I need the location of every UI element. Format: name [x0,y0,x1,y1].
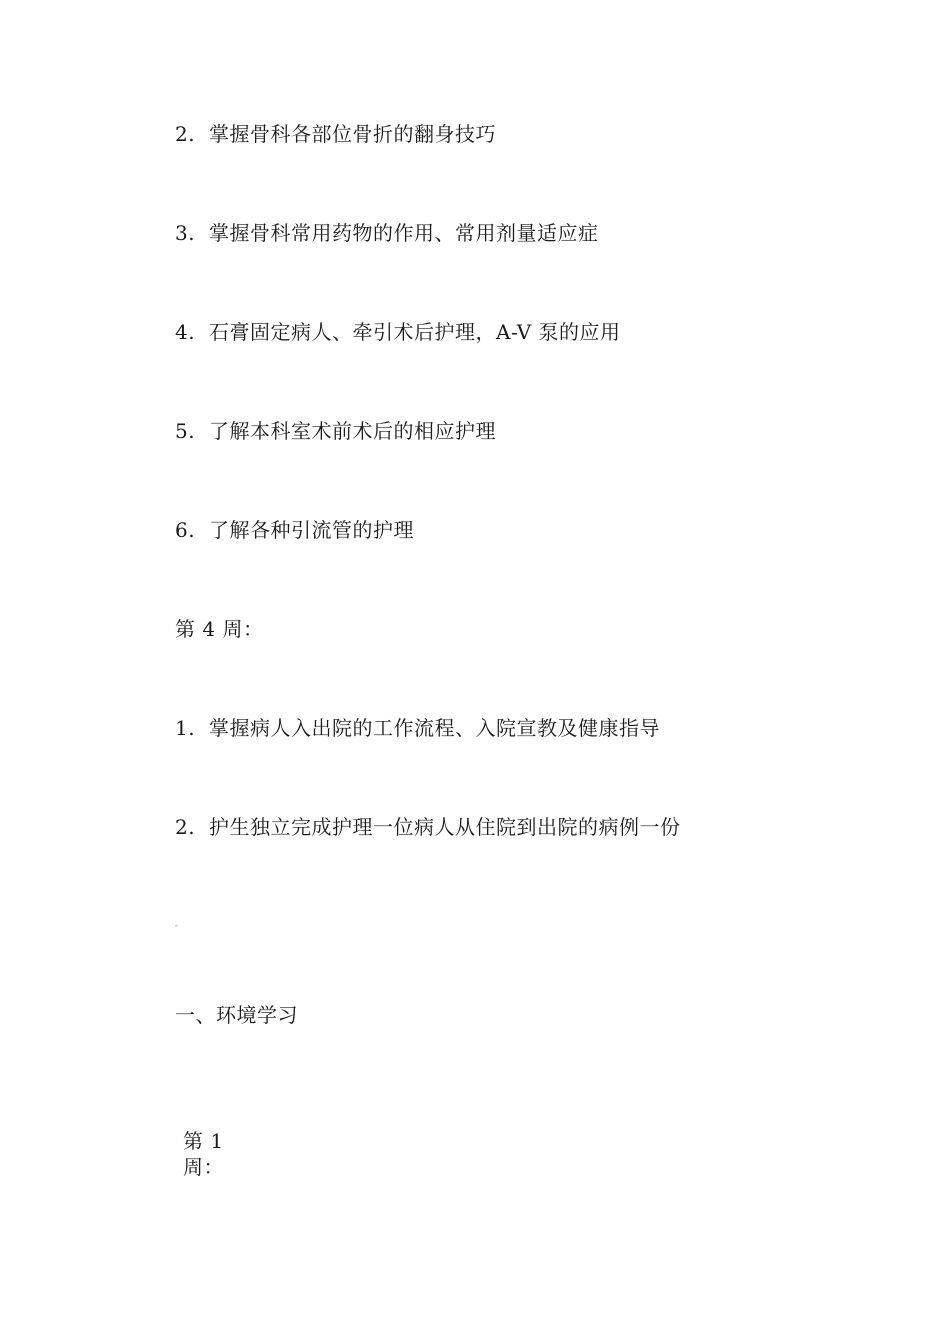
item-text: 石膏固定病人、牵引术后护理，A-V 泵的应用 [209,320,621,344]
section-heading: 一、环境学习 [175,1003,298,1027]
item-text: 掌握骨科各部位骨折的翻身技巧 [209,122,496,146]
item-number: 3. [175,221,196,245]
item-number: 4. [175,320,196,344]
tiny-mark: 。 [175,920,182,928]
list-item [175,716,660,740]
item-number: 1. [175,716,196,740]
item-text: 掌握病人入出院的工作流程、入院宣教及健康指导 [209,716,660,740]
week-heading: 第 4 周： [175,617,264,641]
item-number: 2. [175,122,196,146]
list-item [175,122,496,146]
item-text: 护生独立完成护理一位病人从住院到出院的病例一份 [209,815,681,839]
item-text: 了解本科室术前术后的相应护理 [209,419,496,443]
item-number: 5. [175,419,196,443]
item-text: 了解各种引流管的护理 [209,518,414,542]
item-number: 6. [175,518,196,542]
item-number: 2. [175,815,196,839]
week-heading-line: 第 1 [183,1129,224,1153]
list-item [175,815,681,839]
list-item [175,419,496,443]
week-heading-box [183,1128,231,1180]
week-heading-line: 周： [183,1155,224,1179]
item-text: 掌握骨科常用药物的作用、常用剂量适应症 [209,221,599,245]
list-item [175,320,621,344]
list-item [175,518,414,542]
list-item [175,221,599,245]
